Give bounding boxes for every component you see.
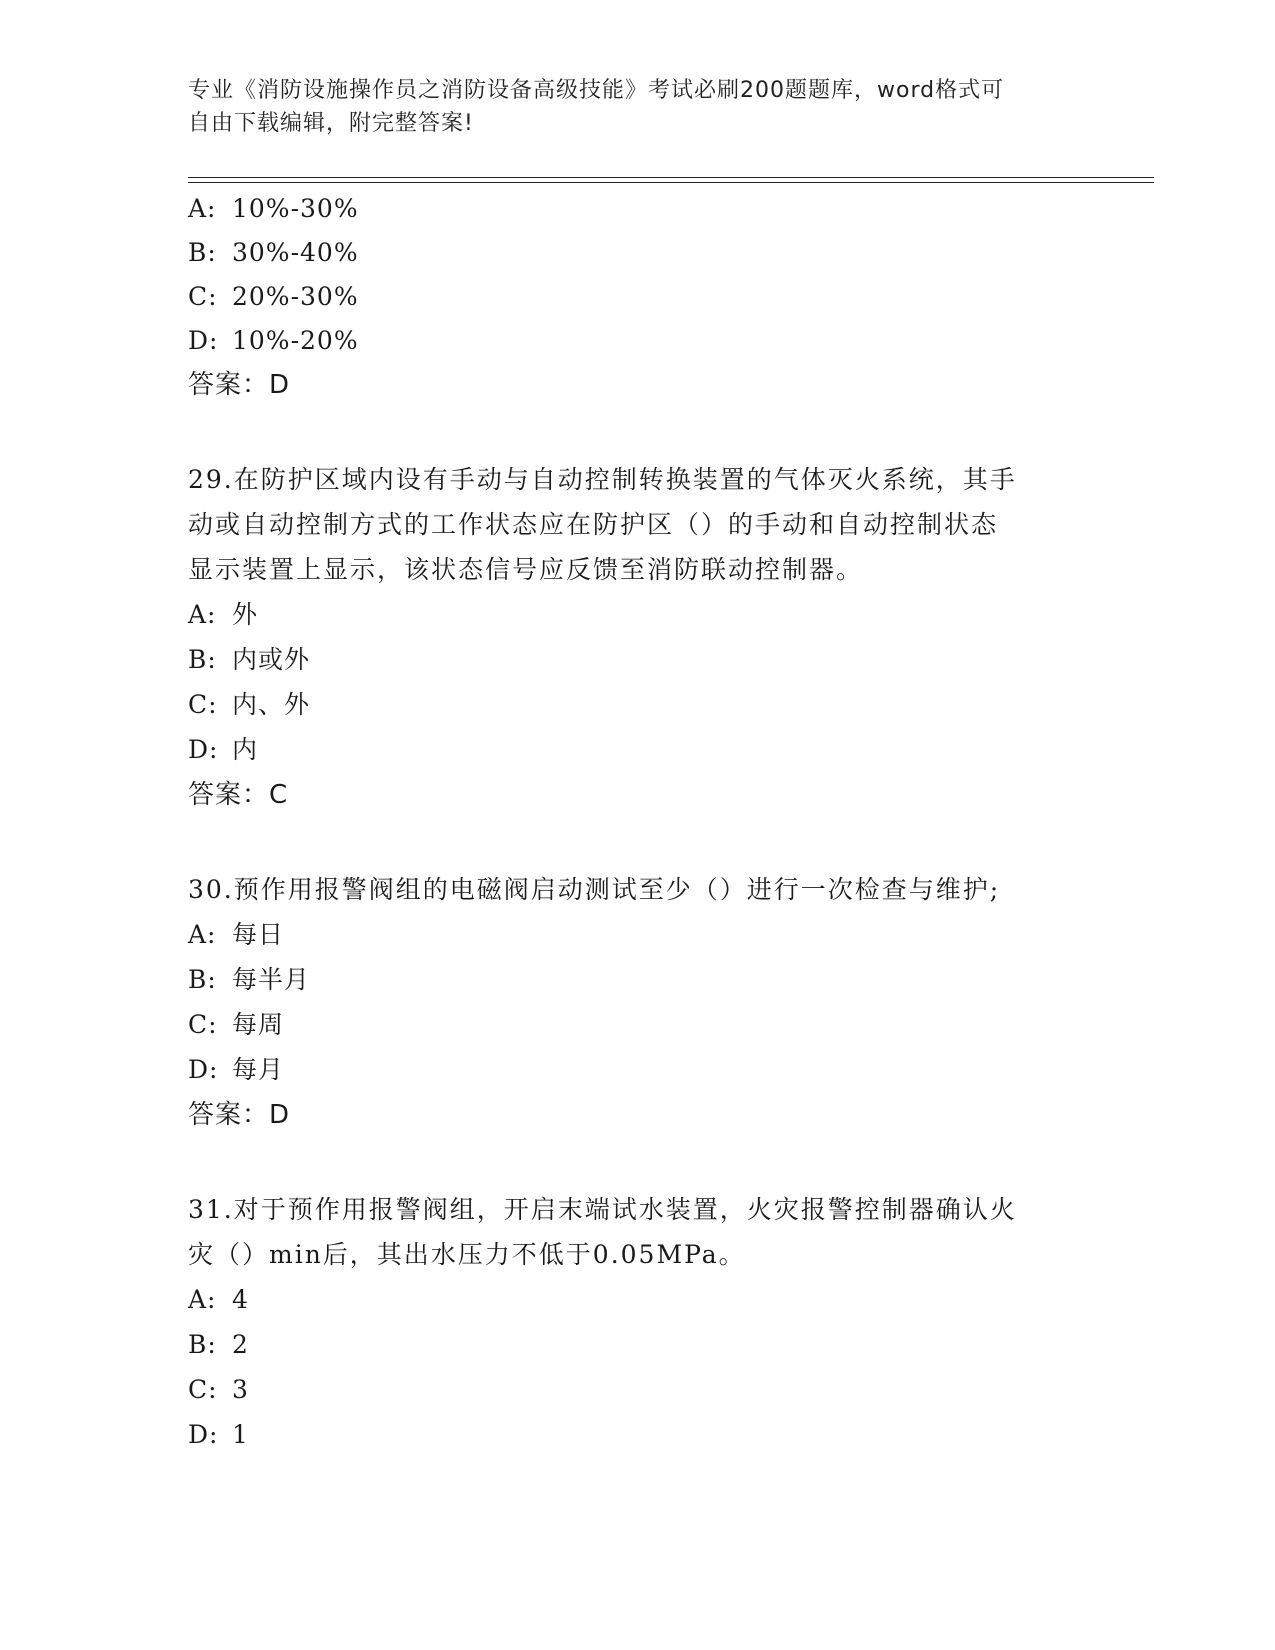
q29-option-a: [188, 600, 258, 630]
q30-answer: 答案：D: [188, 1100, 291, 1130]
option-label: A:: [188, 1285, 217, 1314]
option-label: A:: [188, 194, 217, 223]
q28-option-b: [188, 238, 359, 268]
option-label: D:: [188, 326, 219, 355]
option-label: B:: [188, 645, 217, 674]
option-text: 1: [232, 1420, 249, 1449]
header-divider-top: [188, 177, 1154, 178]
q30-option-d: [188, 1055, 284, 1085]
option-text: 每半月: [232, 965, 311, 994]
header-line-1: 专业《消防设施操作员之消防设备高级技能》考试必刷200题题库，word格式可: [188, 78, 1005, 103]
option-text: 内或外: [232, 645, 311, 674]
q31-option-a: [188, 1285, 249, 1315]
option-text: 外: [232, 600, 259, 629]
q31-stem-line-1: 31.对于预作用报警阀组，开启末端试水装置，火灾报警控制器确认火: [188, 1195, 1017, 1224]
option-label: A:: [188, 920, 217, 949]
q30-option-c: [188, 1010, 284, 1040]
q29-answer: 答案：C: [188, 780, 289, 810]
option-label: A:: [188, 600, 217, 629]
q30-option-a: [188, 920, 284, 950]
option-text: 10%-30%: [232, 194, 359, 223]
option-text: 10%-20%: [232, 326, 359, 355]
q31-option-b: [188, 1330, 249, 1360]
option-text: 30%-40%: [232, 238, 359, 267]
option-label: D:: [188, 1420, 219, 1449]
option-label: B:: [188, 1330, 217, 1359]
document-header: [188, 74, 1068, 140]
q31-option-c: [188, 1375, 249, 1405]
q31-option-d: [188, 1420, 249, 1450]
option-label: C:: [188, 282, 218, 311]
q29-option-b: [188, 645, 310, 675]
q29-option-d: [188, 735, 258, 765]
q28-answer: 答案：D: [188, 370, 291, 400]
q29-option-c: [188, 690, 310, 720]
option-label: B:: [188, 965, 217, 994]
option-text: 内: [232, 735, 259, 764]
header-divider-bottom: [188, 182, 1154, 183]
option-label: D:: [188, 1055, 219, 1084]
q28-option-c: [188, 282, 359, 312]
q30-option-b: [188, 965, 310, 995]
header-line-2: 自由下载编辑，附完整答案!: [188, 111, 474, 136]
q29-stem-line-1: 29.在防护区域内设有手动与自动控制转换装置的气体灭火系统，其手: [188, 465, 1017, 494]
option-text: 内、外: [232, 690, 311, 719]
option-label: C:: [188, 1375, 218, 1404]
q29-stem-line-3: 显示装置上显示，该状态信号应反馈至消防联动控制器。: [188, 555, 864, 584]
option-label: C:: [188, 690, 218, 719]
option-text: 2: [232, 1330, 249, 1359]
option-text: 3: [232, 1375, 249, 1404]
option-text: 每日: [232, 920, 285, 949]
q31-stem-line-2: 灾（）min后，其出水压力不低于0.05MPa。: [188, 1240, 746, 1269]
q29-stem-line-2: 动或自动控制方式的工作状态应在防护区（）的手动和自动控制状态: [188, 510, 999, 539]
option-text: 20%-30%: [232, 282, 359, 311]
q28-option-d: [188, 326, 359, 356]
option-text: 每月: [232, 1055, 285, 1084]
q30-stem-line-1: 30.预作用报警阀组的电磁阀启动测试至少（）进行一次检查与维护;: [188, 875, 1001, 904]
option-text: 每周: [232, 1010, 285, 1039]
option-label: C:: [188, 1010, 218, 1039]
option-label: D:: [188, 735, 219, 764]
option-label: B:: [188, 238, 217, 267]
q28-option-a: [188, 194, 359, 224]
option-text: 4: [232, 1285, 249, 1314]
